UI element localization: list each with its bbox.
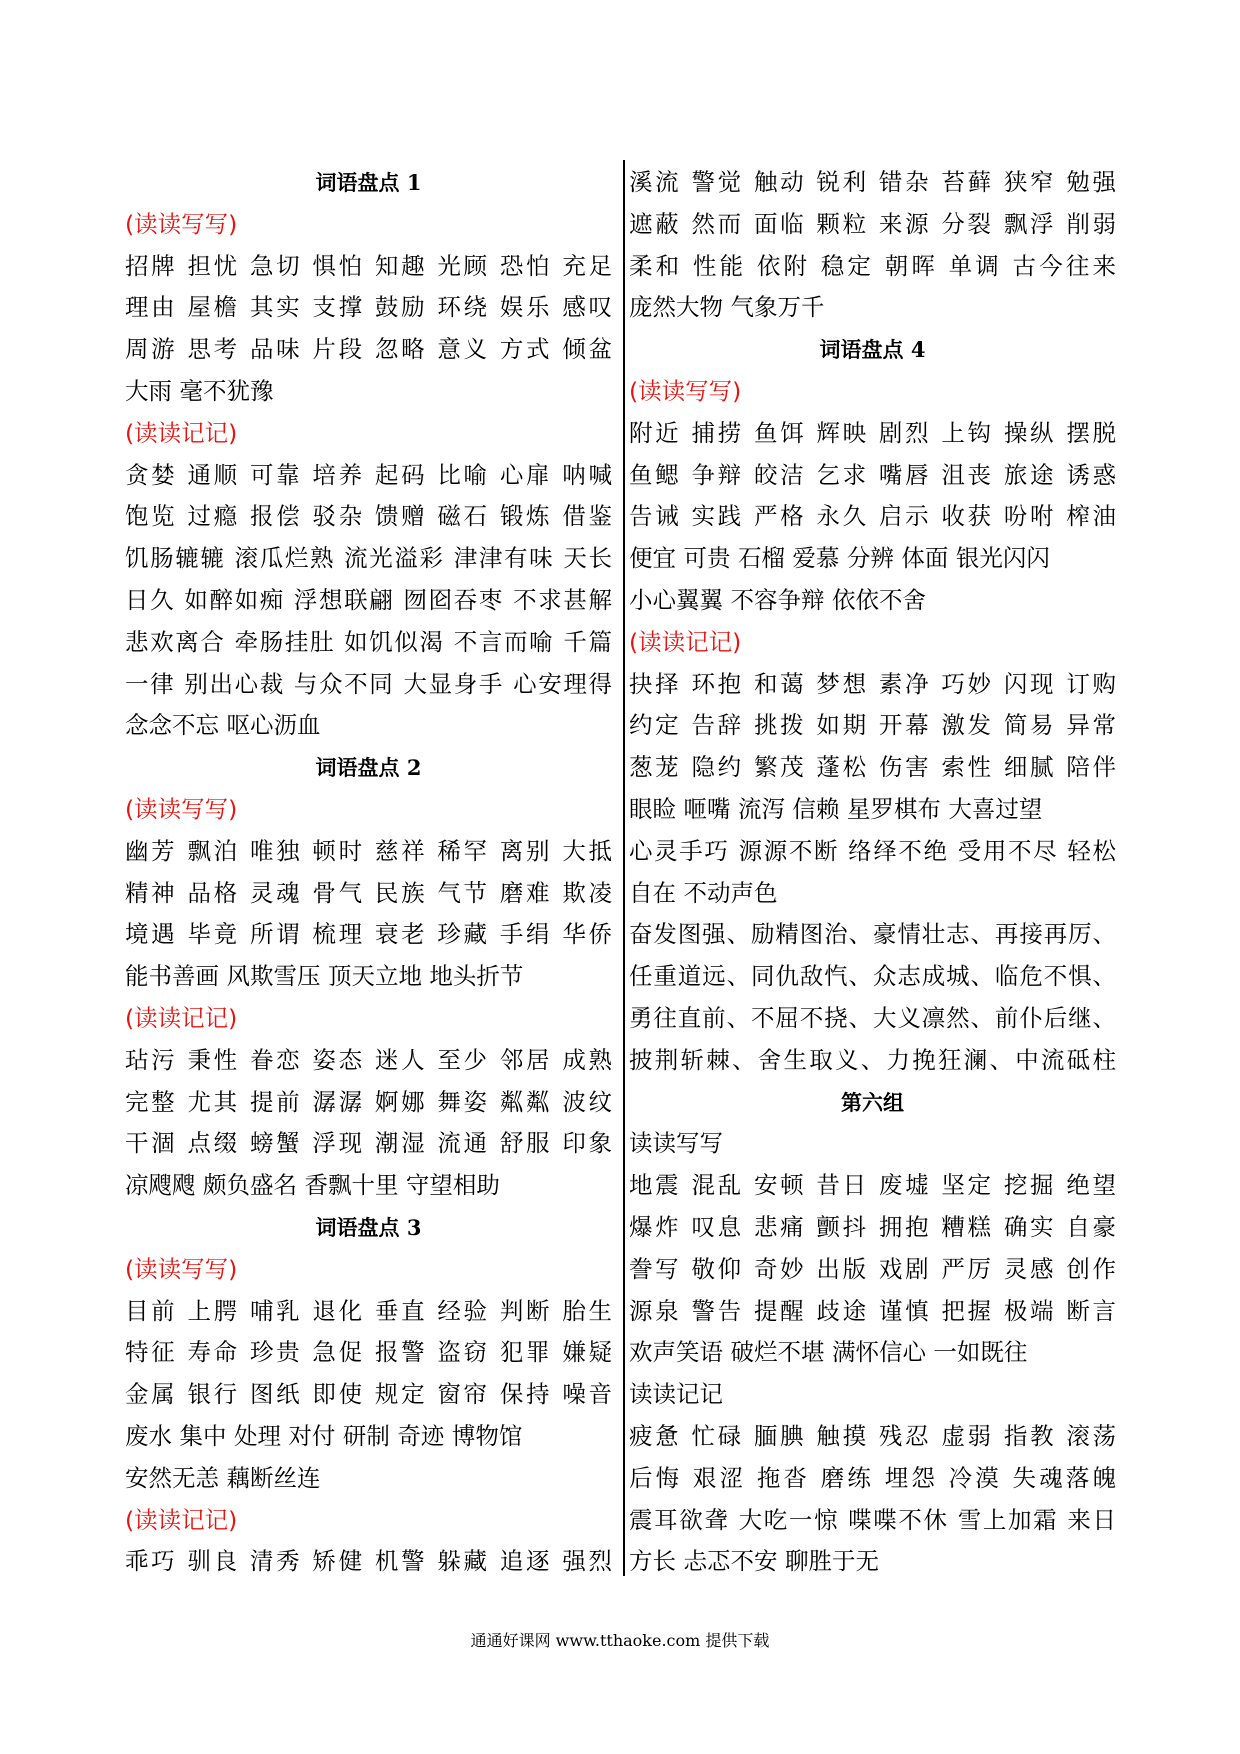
- section-heading: 词语盘点 3: [315, 1214, 422, 1240]
- section-label: 读读记记: [629, 1380, 723, 1409]
- word-line: 方长 忐忑不安 聊胜于无: [629, 1547, 879, 1576]
- word-line: 便宜 可贵 石榴 爱慕 分辨 体面 银光闪闪: [629, 544, 1050, 573]
- word-line: 凉飕飕 颇负盛名 香飘十里 守望相助: [125, 1171, 500, 1200]
- word-line: 任重道远、同仇敌忾、众志成城、临危不惧、: [629, 962, 1116, 991]
- word-line: 庞然大物 气象万千: [629, 293, 825, 322]
- word-line: 誊写 敬仰 奇妙 出版 戏剧 严厉 灵感 创作: [629, 1254, 1116, 1283]
- section-heading: 词语盘点 2: [315, 755, 422, 781]
- word-line: 柔和 性能 依附 稳定 朝晖 单调 古今往来: [629, 251, 1116, 280]
- word-line: 大雨 毫不犹豫: [125, 376, 274, 405]
- word-line: 理由 屋檐 其实 支撑 鼓励 环绕 娱乐 感叹: [125, 293, 612, 322]
- section-heading: 词语盘点 4: [819, 337, 926, 363]
- word-line: 自在 不动声色: [629, 878, 778, 907]
- word-line: 招牌 担忧 急切 惧怕 知趣 光顾 恐怕 充足: [125, 251, 612, 280]
- word-line: 悲欢离合 牵肠挂肚 如饥似渴 不言而喻 千篇: [125, 627, 612, 656]
- word-line: 抉择 环抱 和蔼 梦想 素净 巧妙 闪现 订购: [629, 669, 1116, 698]
- word-line: 饥肠辘辘 滚瓜烂熟 流光溢彩 津津有味 天长: [125, 544, 612, 573]
- word-line: 告诫 实践 严格 永久 启示 收获 吩咐 榨油: [629, 502, 1116, 531]
- section-label: (读读记记): [125, 418, 238, 447]
- word-line: 源泉 警告 提醒 歧途 谨慎 把握 极端 断言: [629, 1296, 1116, 1325]
- word-line: 附近 捕捞 鱼饵 辉映 剧烈 上钩 操纵 摆脱: [629, 418, 1116, 447]
- word-line: 地震 混乱 安顿 昔日 废墟 坚定 挖掘 绝望: [629, 1171, 1116, 1200]
- column-divider: [623, 160, 625, 1576]
- word-line: 干涸 点缀 螃蟹 浮现 潮湿 流通 舒服 印象: [125, 1129, 612, 1158]
- word-line: 乖巧 驯良 清秀 矫健 机警 躲藏 追逐 强烈: [125, 1547, 612, 1576]
- section-label: (读读记记): [629, 627, 742, 656]
- section-label: (读读记记): [125, 1003, 238, 1032]
- word-line: 特征 寿命 珍贵 急促 报警 盗窃 犯罪 嫌疑: [125, 1338, 612, 1367]
- word-line: 精神 品格 灵魂 骨气 民族 气节 磨难 欺凌: [125, 878, 612, 907]
- word-line: 玷污 秉性 眷恋 姿态 迷人 至少 邻居 成熟: [125, 1045, 612, 1074]
- word-line: 震耳欲聋 大吃一惊 喋喋不休 雪上加霜 来日: [629, 1505, 1116, 1534]
- word-line: 日久 如醉如痴 浮想联翩 囫囵吞枣 不求甚解: [125, 585, 612, 614]
- word-line: 爆炸 叹息 悲痛 颤抖 拥抱 糟糕 确实 自豪: [629, 1212, 1116, 1241]
- section-heading: 第六组: [841, 1089, 904, 1115]
- word-line: 小心翼翼 不容争辩 依依不舍: [629, 585, 926, 614]
- word-line: 金属 银行 图纸 即使 规定 窗帘 保持 噪音: [125, 1380, 612, 1409]
- word-line: 欢声笑语 破烂不堪 满怀信心 一如既往: [629, 1338, 1028, 1367]
- word-line: 念念不忘 呕心沥血: [125, 711, 321, 740]
- word-line: 周游 思考 品味 片段 忽略 意义 方式 倾盆: [125, 335, 612, 364]
- word-line: 能书善画 风欺雪压 顶天立地 地头折节: [125, 962, 524, 991]
- section-label: (读读写写): [125, 794, 238, 823]
- word-line: 幽芳 飘泊 唯独 顿时 慈祥 稀罕 离别 大抵: [125, 836, 612, 865]
- section-label: (读读写写): [629, 376, 742, 405]
- section-label: (读读写写): [125, 209, 238, 238]
- right-column: [629, 162, 1116, 1583]
- word-line: 勇往直前、不屈不挠、大义凛然、前仆后继、: [629, 1003, 1116, 1032]
- word-line: 境遇 毕竟 所谓 梳理 衰老 珍藏 手绢 华侨: [125, 920, 612, 949]
- section-heading: 词语盘点 1: [315, 170, 422, 195]
- word-line: 饱览 过瘾 报偿 驳杂 馈赠 磁石 锻炼 借鉴: [125, 502, 612, 531]
- left-column: [125, 162, 612, 1583]
- word-line: 鱼鳃 争辩 皎洁 乞求 嘴唇 沮丧 旅途 诱惑: [629, 460, 1116, 489]
- word-line: 约定 告辞 挑拨 如期 开幕 激发 简易 异常: [629, 711, 1116, 740]
- word-line: 贪婪 通顺 可靠 培养 起码 比喻 心扉 呐喊: [125, 460, 612, 489]
- word-line: 一律 别出心裁 与众不同 大显身手 心安理得: [125, 669, 612, 698]
- word-line: 安然无恙 藕断丝连: [125, 1463, 321, 1492]
- word-line: 心灵手巧 源源不断 络绎不绝 受用不尽 轻松: [629, 836, 1116, 865]
- word-line: 眼睑 咂嘴 流泻 信赖 星罗棋布 大喜过望: [629, 794, 1043, 823]
- word-line: 疲惫 忙碌 腼腆 触摸 残忍 虚弱 指教 滚荡: [629, 1421, 1116, 1450]
- word-line: 后悔 艰涩 拖沓 磨练 埋怨 冷漠 失魂落魄: [629, 1463, 1116, 1492]
- word-line: 遮蔽 然而 面临 颗粒 来源 分裂 飘浮 削弱: [629, 209, 1116, 238]
- section-label: 读读写写: [629, 1129, 723, 1158]
- section-label: (读读记记): [125, 1505, 238, 1534]
- section-label: (读读写写): [125, 1254, 238, 1283]
- word-line: 废水 集中 处理 对付 研制 奇迹 博物馆: [125, 1421, 523, 1450]
- word-line: 目前 上腭 哺乳 退化 垂直 经验 判断 胎生: [125, 1296, 612, 1325]
- word-line: 披荆斩棘、舍生取义、力挽狂澜、中流砥柱: [629, 1045, 1116, 1074]
- word-line: 葱茏 隐约 繁茂 蓬松 伤害 索性 细腻 陪伴: [629, 753, 1116, 782]
- word-line: 奋发图强、励精图治、豪情壮志、再接再厉、: [629, 920, 1116, 949]
- word-line: 完整 尤其 提前 潺潺 婀娜 舞姿 粼粼 波纹: [125, 1087, 612, 1116]
- page-footer: 通通好课网 www.tthaoke.com 提供下载: [470, 1631, 770, 1650]
- word-line: 溪流 警觉 触动 锐利 错杂 苔藓 狭窄 勉强: [629, 168, 1116, 196]
